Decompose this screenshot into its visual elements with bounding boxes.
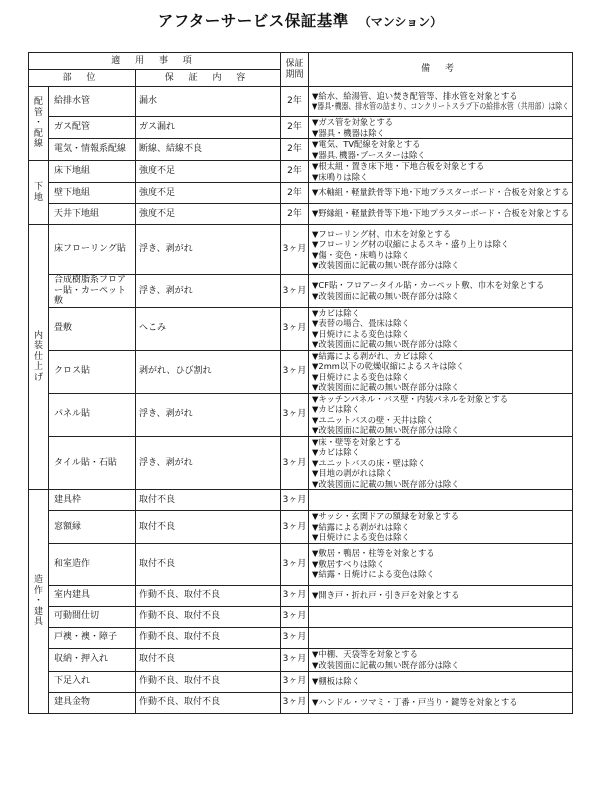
remarks-cell (309, 627, 573, 648)
content-cell: へこみ (136, 307, 281, 350)
part-cell: 畳敷 (49, 307, 136, 350)
part-cell: 室内建具 (49, 585, 136, 606)
content-cell: 作動不良、取付不良 (136, 606, 281, 627)
content-cell: 取付不良 (136, 490, 281, 511)
period-cell: 3ヶ月 (281, 511, 309, 544)
remarks-cell (309, 275, 573, 308)
document-header (0, 9, 600, 31)
category-char: ・ (33, 596, 43, 606)
table-row (29, 436, 573, 490)
part-cell: タイル貼・石貼 (49, 436, 136, 490)
period-cell: 3ヶ月 (281, 606, 309, 627)
part-cell: 建具枠 (49, 490, 136, 511)
category-char: 作 (33, 585, 43, 596)
remarks-cell (309, 350, 573, 393)
table-row (29, 225, 573, 275)
header-content: 保 証 内 容 (136, 70, 281, 87)
table-row (29, 117, 573, 139)
part-cell: 天井下地組 (49, 204, 136, 225)
category-char: 地 (33, 192, 43, 203)
part-cell: 壁下地組 (49, 183, 136, 204)
period-cell: 3ヶ月 (281, 648, 309, 671)
remark-line: ▼改装図面に記載の無い既存部分は除く (312, 290, 460, 301)
remarks-cell (309, 307, 573, 350)
part-cell: 床フローリング貼 (49, 225, 136, 275)
remarks-cell (309, 225, 573, 275)
remark-line: ▼改装図面に記載の無い既存部分は除く (312, 339, 460, 349)
remark-line: ▼棚板は除く (312, 676, 360, 687)
table-row (29, 692, 573, 713)
category-char: げ (33, 372, 43, 383)
remark-line: ▼キッチンパネル・バス壁・内装パネルを対象とする (312, 393, 509, 404)
table-row (29, 139, 573, 161)
remark-line: ▼改装図面に記載の無い既存部分は除く (312, 382, 460, 392)
category-label (29, 161, 49, 225)
category-char: 上 (33, 362, 43, 373)
content-cell: 浮き、剥がれ (136, 275, 281, 308)
part-cell: 戸襖・襖・障子 (49, 627, 136, 648)
part-cell: 床下地組 (49, 161, 136, 183)
remark-line: ▼器具､機器･ブースターは除く (312, 149, 426, 160)
table-row (29, 183, 573, 204)
period-cell: 2年 (281, 161, 309, 183)
remark-line: ▼改装図面に記載の無い既存部分は除く (312, 478, 460, 489)
content-cell: 作動不良、取付不良 (136, 585, 281, 606)
part-cell: パネル貼 (49, 393, 136, 436)
remarks-cell (309, 543, 573, 585)
header-row-1 (29, 53, 573, 70)
category-char: 線 (33, 139, 43, 150)
part-cell: クロス貼 (49, 350, 136, 393)
table-row (29, 606, 573, 627)
remarks-cell (309, 393, 573, 436)
remark-line: ▼ハンドル・ツマミ・丁番・戸当り・鍵等を対象とする (312, 697, 518, 708)
period-cell: 3ヶ月 (281, 393, 309, 436)
category-char: 配 (33, 128, 43, 139)
period-cell: 2年 (281, 139, 309, 161)
remarks-cell (309, 606, 573, 627)
part-cell: 収納・押入れ (49, 648, 136, 671)
category-char: 装 (33, 341, 43, 352)
remark-line: ▼カビは除く (312, 447, 360, 457)
remark-line: ▼敷居・鴨居・柱等を対象とする (312, 548, 435, 559)
remark-line: ▼カビは除く (312, 307, 360, 318)
remark-line: ▼結露による剥がれは除く (312, 521, 410, 532)
remark-line: ▼器具・機器は除く (312, 127, 385, 138)
part-cell: 下足入れ (49, 671, 136, 692)
content-cell: 剥がれ、ひび割れ (136, 350, 281, 393)
remark-line: ▼電気、TV配線を対象とする (312, 139, 421, 149)
remarks-cell (309, 671, 573, 692)
remark-line: ▼改装図面に記載の無い既存部分は除く (312, 425, 460, 435)
table-row (29, 161, 573, 183)
remark-line: ▼フローリング材の収縮によるスキ・盛り上りは除く (312, 239, 510, 249)
category-char: 管 (33, 107, 43, 118)
part-cell: ガス配管 (49, 117, 136, 139)
part-cell: 給排水管 (49, 87, 136, 117)
content-cell: 浮き、剥がれ (136, 225, 281, 275)
remark-line: ▼日焼けによる変色は除く (312, 532, 410, 542)
remark-line: ▼ユニットバスの壁・天井は除く (312, 414, 435, 425)
content-cell: 取付不良 (136, 543, 281, 585)
remark-line: ▼木軸組・軽量鉄骨等下地･下地プラスターボード・合板を対象とする (312, 187, 570, 198)
part-cell: 窓額縁 (49, 511, 136, 544)
period-cell: 3ヶ月 (281, 585, 309, 606)
remark-line: ▼床・壁等を対象とする (312, 436, 402, 447)
table-row (29, 511, 573, 544)
content-cell: 強度不足 (136, 183, 281, 204)
period-cell: 3ヶ月 (281, 490, 309, 511)
content-cell: 作動不良、取付不良 (136, 692, 281, 713)
category-label (29, 87, 49, 161)
remarks-cell (309, 436, 573, 490)
content-cell: 強度不足 (136, 204, 281, 225)
table-row (29, 648, 573, 671)
remarks-cell (309, 117, 573, 139)
remarks-cell (309, 692, 573, 713)
remark-line: ▼フローリング材、巾木を対象とする (312, 228, 451, 239)
remarks-cell (309, 161, 573, 183)
remarks-cell (309, 511, 573, 544)
table-row (29, 307, 573, 350)
category-char: 下 (33, 182, 43, 192)
header-part: 部 位 (29, 70, 136, 87)
part-cell: 可動間仕切 (49, 606, 136, 627)
header-remarks: 備 考 (309, 53, 573, 87)
period-cell: 3ヶ月 (281, 543, 309, 585)
category-char: 具 (33, 617, 43, 627)
period-cell: 3ヶ月 (281, 671, 309, 692)
remark-line: ▼目地の剥がれは除く (312, 468, 394, 478)
remark-line: ▼2mm以下の乾燥収縮によるスキは除く (312, 361, 465, 371)
period-cell: 3ヶ月 (281, 627, 309, 648)
part-cell: 電気・情報系配線 (49, 139, 136, 161)
remark-line: ▼根太組・置き床下地・下地合板を対象とする (312, 161, 485, 171)
period-cell: 3ヶ月 (281, 225, 309, 275)
remark-line: ▼CF貼・フロアータイル貼・カーペット敷、巾木を対象とする (312, 280, 545, 291)
header-period: 保証 期間 (281, 53, 309, 87)
category-char: 配 (33, 97, 43, 108)
period-cell: 2年 (281, 183, 309, 204)
table-row (29, 350, 573, 393)
table-row (29, 393, 573, 436)
table-row (29, 543, 573, 585)
remark-line: ▼中棚、天袋等を対象とする (312, 649, 418, 659)
content-cell: 断線、結線不良 (136, 139, 281, 161)
content-cell: 浮き、剥がれ (136, 436, 281, 490)
part-cell: 建具金物 (49, 692, 136, 713)
remarks-cell (309, 490, 573, 511)
period-cell: 3ヶ月 (281, 275, 309, 308)
remarks-cell (309, 183, 573, 204)
remark-line: ▼表替の場合、畳床は除く (312, 318, 410, 328)
remark-line: ▼改装図面に記載の無い既存部分は除く (312, 659, 460, 670)
period-cell: 2年 (281, 117, 309, 139)
remark-line: ▼開き戸・折れ戸・引き戸を対象とする (312, 590, 460, 601)
table-row (29, 671, 573, 692)
remark-line: ▼ユニットバスの床・壁は除く (312, 457, 426, 468)
content-cell: 漏水 (136, 87, 281, 117)
content-cell: 取付不良 (136, 511, 281, 544)
table-row (29, 275, 573, 308)
table-row (29, 585, 573, 606)
remarks-cell (309, 585, 573, 606)
category-char: 建 (33, 606, 43, 617)
period-cell: 3ヶ月 (281, 307, 309, 350)
remarks-cell (309, 139, 573, 161)
part-cell: 合成樹脂系フロアー貼・カーペット敷 (49, 275, 136, 308)
table-row (29, 490, 573, 511)
remark-line: ▼傷・変色・床鳴りは除く (312, 249, 410, 260)
remark-line: ▼結露による剥がれ、カビは除く (312, 350, 436, 361)
remarks-cell (309, 648, 573, 671)
remark-line: ▼敷居すべりは除く (312, 558, 385, 569)
remark-line: ▼改装図面に記載の無い既存部分は除く (312, 260, 460, 270)
remark-line: ▼サッシ・玄関ドアの額縁を対象とする (312, 511, 460, 521)
document-subtitle: （マンション） (358, 15, 443, 29)
remark-line: ▼結露・日焼けによる変色は除く (312, 569, 435, 580)
content-cell: 浮き、剥がれ (136, 393, 281, 436)
content-cell: 強度不足 (136, 161, 281, 183)
content-cell: 取付不良 (136, 648, 281, 671)
remark-line: ▼野縁組・軽量鉄骨等下地･下地プラスターボード・合板を対象とする (312, 208, 570, 219)
category-label (29, 490, 49, 714)
document-title: アフターサービス保証基準 (157, 12, 349, 30)
header-scope: 適 用 事 項 (29, 53, 281, 70)
table-row (29, 87, 573, 117)
category-char: 造 (33, 575, 43, 585)
remark-line: ▼日焼けによる変色は除く (312, 371, 410, 382)
remark-line: ▼床鳴りは除く (312, 171, 369, 182)
category-char: ・ (33, 118, 43, 129)
content-cell: 作動不良、取付不良 (136, 671, 281, 692)
remark-line: ▼器具･機器、排水管の詰まり、コンクリートスラブ下の給排水管（共用部）は除く (312, 101, 570, 111)
period-cell: 3ヶ月 (281, 350, 309, 393)
content-cell: ガス漏れ (136, 117, 281, 139)
remark-line: ▼ガス管を対象とする (312, 117, 394, 127)
table-row (29, 627, 573, 648)
period-cell: 3ヶ月 (281, 692, 309, 713)
remarks-cell (309, 87, 573, 117)
period-cell: 3ヶ月 (281, 436, 309, 490)
period-cell: 2年 (281, 87, 309, 117)
remark-line: ▼給水、給湯管、追い焚き配管等、排水管を対象とする (312, 90, 518, 101)
category-char: 内 (33, 330, 43, 341)
category-char: 仕 (33, 351, 43, 362)
part-cell: 和室造作 (49, 543, 136, 585)
warranty-table (28, 52, 573, 714)
remark-line: ▼日焼けによる変色は除く (312, 328, 410, 339)
table-row (29, 204, 573, 225)
period-cell: 2年 (281, 204, 309, 225)
remark-line: ▼カビは除く (312, 404, 360, 414)
category-label (29, 225, 49, 490)
content-cell: 作動不良、取付不良 (136, 627, 281, 648)
remarks-cell (309, 204, 573, 225)
